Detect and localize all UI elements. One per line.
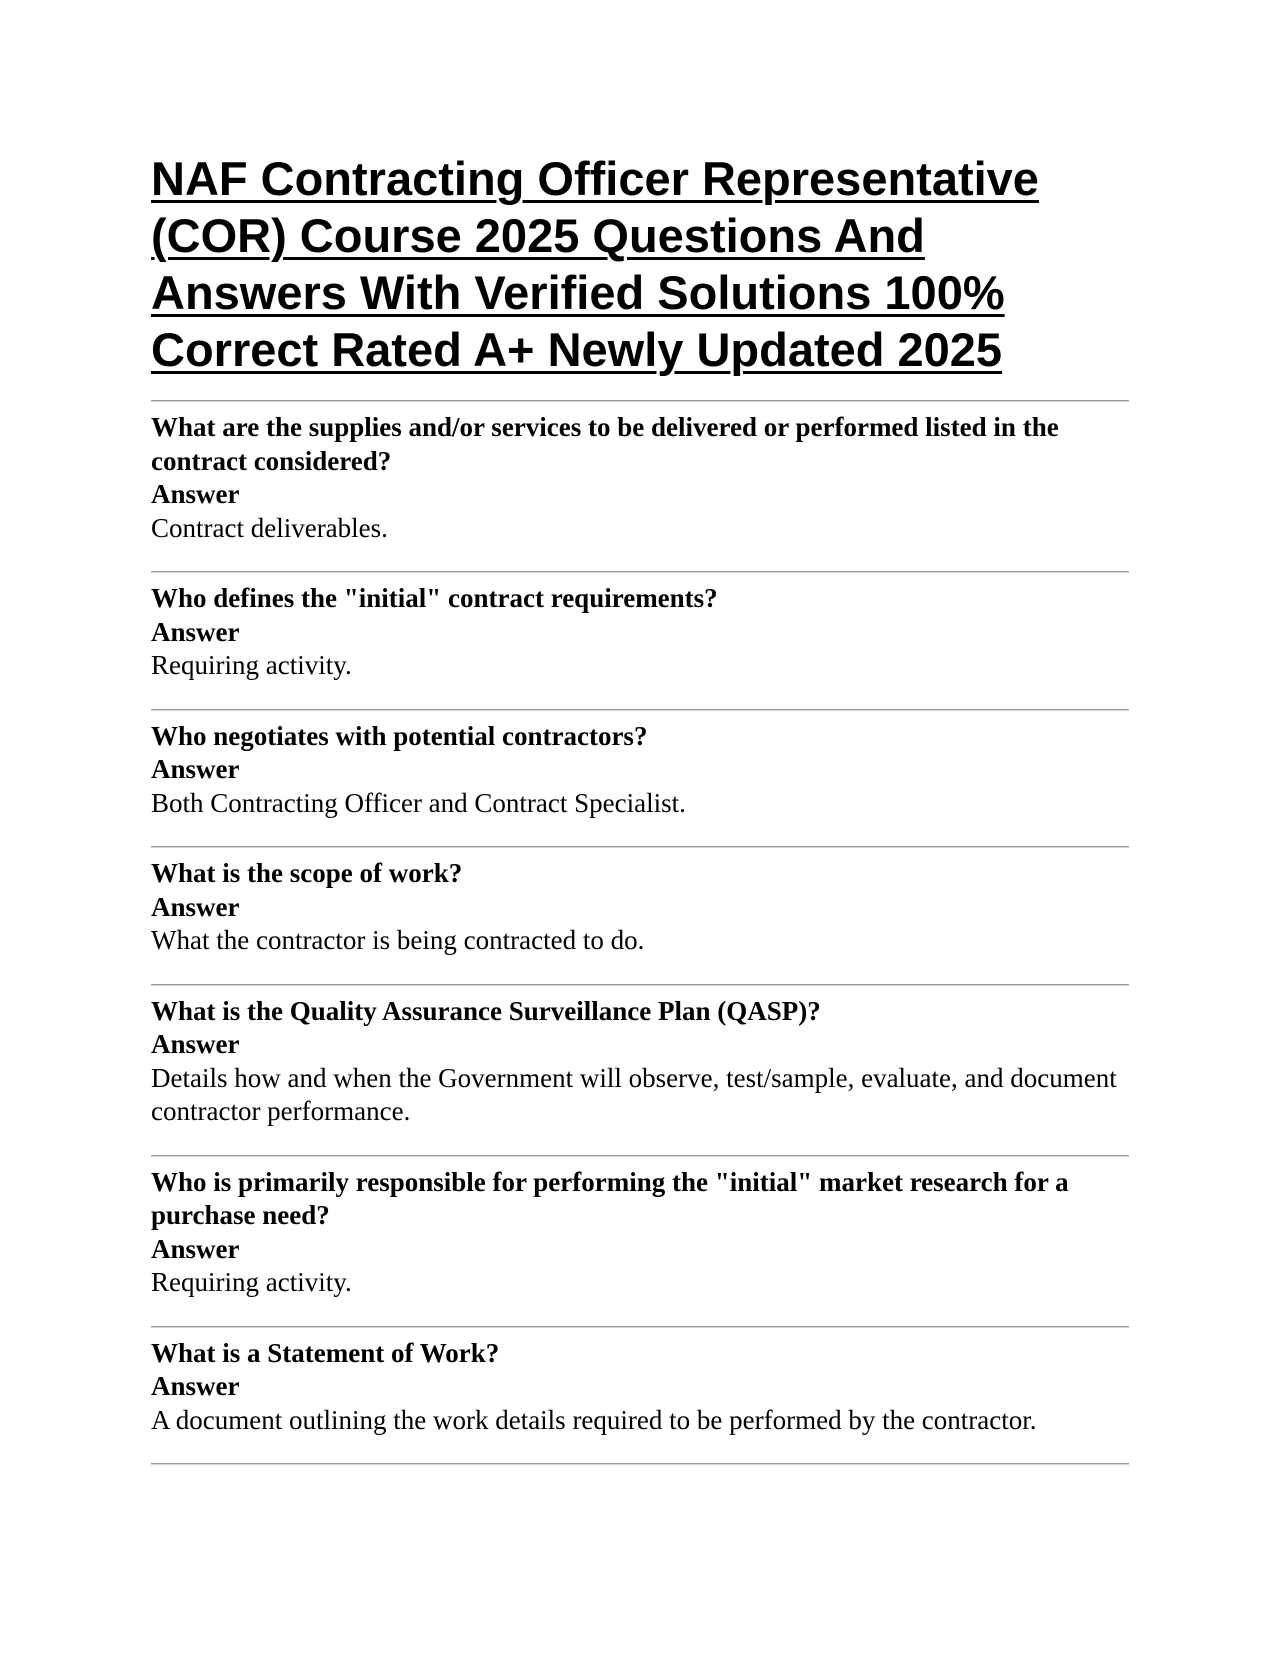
qa-item: [151, 402, 1129, 571]
qa-item: [151, 711, 1129, 847]
question-text: Who defines the "initial" contract requirements?: [151, 583, 718, 613]
answer-label: Answer: [151, 1371, 240, 1401]
question-text: What is the Quality Assurance Surveillance Plan (QASP)?: [151, 995, 821, 1026]
answer-label: Answer: [151, 891, 240, 922]
answer-text: A document outlining the work details required to be performed by the contractor.: [151, 1404, 1037, 1435]
qa-item: [151, 1328, 1129, 1464]
qa-item: [151, 573, 1129, 709]
qa-item: [151, 848, 1129, 984]
question-text: What is a Statement of Work?: [151, 1337, 500, 1368]
answer-text: Contract deliverables.: [151, 512, 388, 543]
answer-label: Answer: [151, 616, 240, 647]
answer-text: Details how and when the Government will observe, test/sample, evaluate, and document contractor performance.: [151, 1062, 1117, 1126]
document-title: NAF Contracting Officer Representative (COR) Course 2025 Questions And Answers With Verified Solutions 100% Correct Rated A+ Newly Updated 2025: [151, 152, 1039, 376]
answer-text: Requiring activity.: [151, 650, 352, 680]
document-page: [151, 150, 1129, 1465]
answer-label: Answer: [151, 1029, 240, 1059]
question-text: Who negotiates with potential contractors?: [151, 720, 648, 751]
answer-label: Answer: [151, 479, 240, 509]
answer-text: Both Contracting Officer and Contract Specialist.: [151, 787, 686, 818]
answer-label: Answer: [151, 1233, 240, 1264]
answer-label: Answer: [151, 754, 240, 784]
qa-item: [151, 986, 1129, 1155]
divider: [151, 1463, 1129, 1465]
question-text: What are the supplies and/or services to be delivered or performed listed in the contract considered?: [151, 412, 1059, 476]
question-text: Who is primarily responsible for performing the "initial" market research for a purchase need?: [151, 1166, 1069, 1230]
answer-text: What the contractor is being contracted to do.: [151, 925, 645, 955]
answer-text: Requiring activity.: [151, 1267, 352, 1297]
qa-item: [151, 1157, 1129, 1326]
question-text: What is the scope of work?: [151, 858, 463, 888]
